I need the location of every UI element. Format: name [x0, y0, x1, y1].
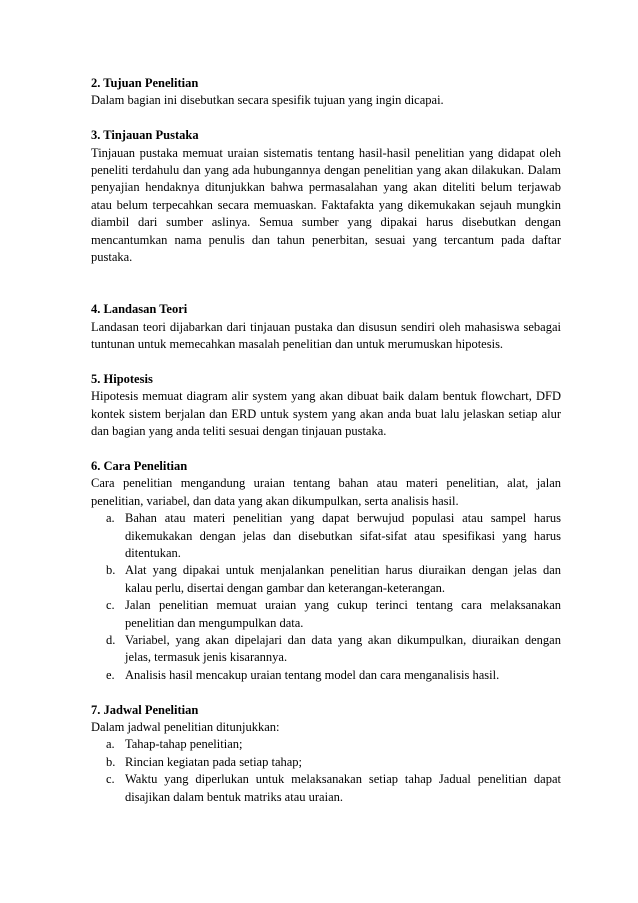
section-heading: 5. Hipotesis	[91, 371, 153, 386]
list-marker: a.	[106, 511, 115, 526]
section-heading: 2. Tujuan Penelitian	[91, 76, 199, 90]
section-list	[91, 510, 561, 684]
list-marker: b.	[106, 754, 116, 769]
list-marker: a.	[106, 737, 115, 752]
section-cara-penelitian	[91, 458, 561, 684]
section-heading: 7. Jadwal Penelitian	[91, 702, 199, 717]
list-marker: d.	[106, 632, 116, 647]
section-paragraph: Dalam jadwal penelitian ditunjukkan:	[91, 719, 280, 734]
list-item	[91, 597, 561, 632]
section-paragraph: Dalam bagian ini disebutkan secara spesifik tujuan yang ingin dicapai.	[91, 93, 444, 108]
list-item-text: Waktu yang diperlukan untuk melaksanakan setiap tahap Jadual penelitian dapat disajikan dalam bentuk matriks atau uraian.	[125, 772, 561, 804]
section-tujuan-penelitian	[91, 75, 561, 110]
section-tinjauan-pustaka	[91, 127, 561, 266]
section-paragraph: Cara penelitian mengandung uraian tentang bahan atau materi penelitian, alat, jalan penelitian, variabel, dan data yang akan dikumpulkan, serta analisis hasil.	[91, 476, 561, 508]
list-item-text: Alat yang dipakai untuk menjalankan penelitian harus diuraikan dengan jelas dan kalau perlu, disertai dengan gambar dan keterangan-keterangan.	[125, 563, 561, 595]
list-marker: c.	[106, 772, 115, 787]
list-item-text: Analisis hasil mencakup uraian tentang model dan cara menganalisis hasil.	[125, 667, 500, 682]
list-item-text: Variabel, yang akan dipelajari dan data yang akan dikumpulkan, diuraikan dengan jelas, termasuk jenis kisarannya.	[125, 632, 561, 665]
section-heading: 6. Cara Penelitian	[91, 458, 188, 473]
list-marker: c.	[106, 598, 115, 613]
list-item	[91, 736, 561, 753]
section-paragraph: Tinjauan pustaka memuat uraian sistematis tentang hasil-hasil penelitian yang didapat oleh peneliti terdahulu dan yang ada hubungannya dengan penelitian yang akan dilakukan. Dalam penyajian hendaknya ditunjukkan bahwa permasalahan yang akan diteliti belum terjawab atau belum terpecahkan secara memuaskan. Faktafakta yang dikemukakan sejauh mungkin diambil dari sumber aslinya. Semua sumber yang dipakai harus disebutkan dengan mencantumkan nama penulis dan tahun penerbitan, sesuai yang tercantum pada daftar pustaka.	[91, 145, 561, 265]
list-item-text: Jalan penelitian memuat uraian yang cukup terinci tentang cara melaksanakan penelitian dan mengumpulkan data.	[125, 598, 561, 630]
list-item	[91, 667, 561, 684]
section-list	[91, 736, 561, 806]
section-hipotesis	[91, 371, 561, 441]
section-jadwal-penelitian	[91, 702, 561, 806]
section-landasan-teori	[91, 301, 561, 353]
list-marker: b.	[106, 563, 116, 578]
list-item	[91, 771, 561, 806]
list-item	[91, 510, 561, 562]
section-paragraph: Hipotesis memuat diagram alir system yang akan dibuat baik dalam bentuk flowchart, DFD kontek sistem berjalan dan ERD untuk system yang akan anda buat lalu jelaskan setiap alur dan bagian yang anda teliti sesuai dengan tinjauan pustaka.	[91, 389, 561, 439]
list-item	[91, 562, 561, 597]
list-item-text: Bahan atau materi penelitian yang dapat berwujud populasi atau sampel harus dikemukakan dengan jelas dan disebutkan sifat-sifat atau spesifikasi yang harus ditentukan.	[125, 511, 561, 560]
list-marker: e.	[106, 667, 115, 682]
section-paragraph: Landasan teori dijabarkan dari tinjauan pustaka dan disusun sendiri oleh mahasiswa sebagai tuntunan untuk memecahkan masalah penelitian dan untuk merumuskan hipotesis.	[91, 319, 561, 352]
document-page	[91, 75, 561, 806]
list-item-text: Rincian kegiatan pada setiap tahap;	[125, 754, 303, 769]
list-item	[91, 754, 561, 771]
list-item	[91, 632, 561, 667]
section-heading: 4. Landasan Teori	[91, 302, 188, 317]
section-heading: 3. Tinjauan Pustaka	[91, 128, 199, 143]
list-item-text: Tahap-tahap penelitian;	[125, 737, 243, 752]
